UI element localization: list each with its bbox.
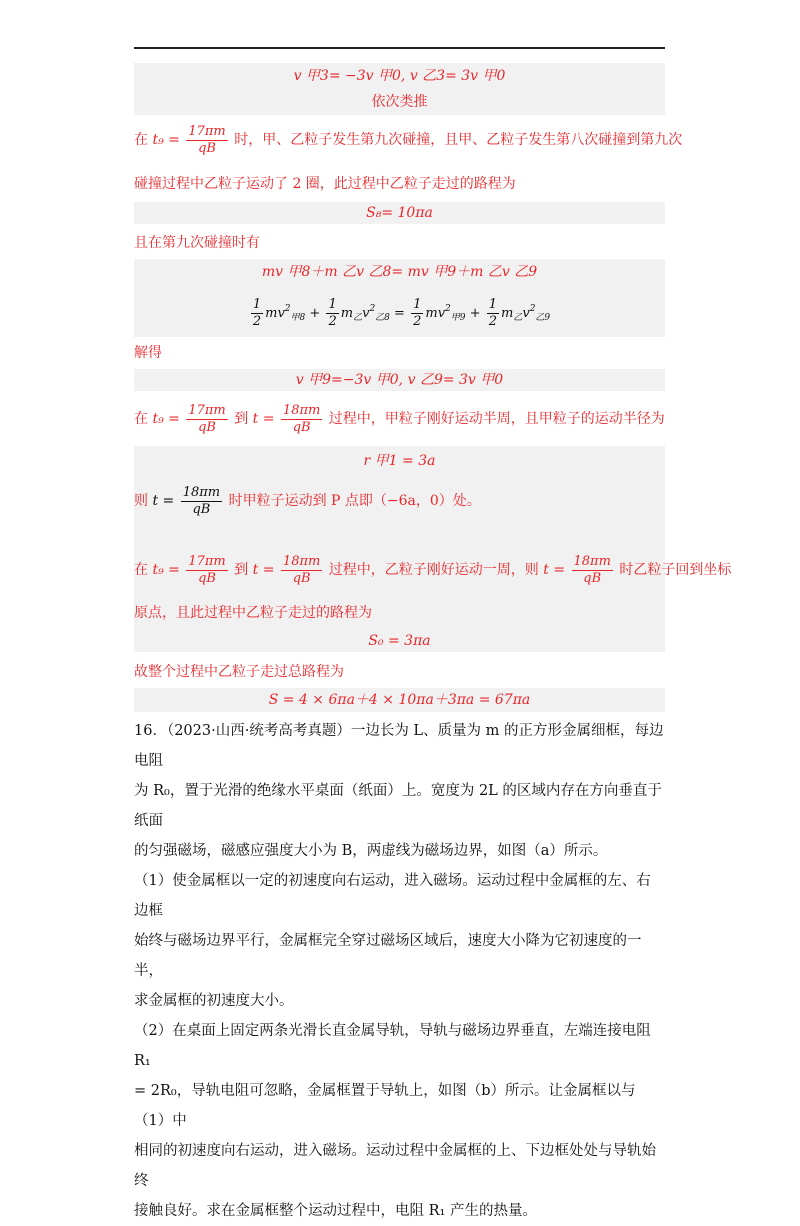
den: 2: [413, 314, 422, 329]
t-symbol: t =: [252, 411, 275, 427]
energy-equation: [134, 290, 665, 337]
problem-line: = 2R₀，导轨电阻可忽略，金属框置于导轨上，如图（b）所示。让金属框以与（1）中: [134, 1083, 636, 1129]
problem-line: 求金属框的初速度大小。: [134, 993, 294, 1009]
sub: 乙: [353, 313, 363, 323]
half: [251, 297, 263, 330]
sub: 乙9: [535, 313, 551, 323]
text: 时甲粒子运动到 P 点即（−6a，0）处。: [228, 493, 481, 509]
total-equation: S = 4 × 6πa＋4 × 10πa＋3πa = 67πa: [268, 692, 531, 708]
den: 2: [328, 314, 337, 329]
text: 在: [134, 132, 148, 148]
half: [487, 297, 499, 330]
problem-line: 16．（2023·山西·统考高考真题）一边长为 L、质量为 m 的正方形金属细框，每边电阻: [134, 723, 664, 769]
text: 则: [134, 493, 148, 509]
sub: 乙8: [375, 313, 390, 323]
problem-line: （2）在桌面上固定两条光滑长直金属导轨，导轨与磁场边界垂直，左端连接电阻 R₁: [134, 1023, 651, 1069]
op: =: [394, 306, 405, 321]
t-symbol: t =: [543, 562, 566, 578]
s0-equation: S₀ = 3πa: [368, 633, 431, 649]
text: 过程中，乙粒子刚好运动一周，则: [328, 562, 539, 578]
sq: 2: [284, 304, 291, 314]
half-turn-line: 在 t₉ = $\frac{17\pi m}{qB}$ 到 t = $\frac{18\pi m}{qB}$ 过程中，甲粒子刚好运动半周，且甲粒子的运动半径为: [134, 402, 665, 435]
text: 时，甲、乙粒子发生第九次碰撞，且甲、乙粒子发生第八次碰撞到第九次: [234, 132, 683, 148]
num: 17πm: [188, 123, 226, 139]
t9-symbol: t₉ =: [152, 562, 180, 578]
t9-symbol: t₉ =: [152, 411, 180, 427]
origin-line: 原点，且此过程中乙粒子走过的路程为: [134, 605, 372, 621]
den: qB: [198, 570, 216, 586]
full-turn-line: 在 t₉ = $\frac{17\pi m}{qB}$ 到 t = $\frac{18\pi m}{qB}$ 过程中，乙粒子刚好运动一周，则 t = $\frac{18\pi m}{qB}$ 时乙粒子回到坐标: [134, 553, 732, 586]
solve-text: 解得: [134, 345, 162, 361]
num: 17πm: [188, 553, 226, 569]
den: qB: [292, 419, 311, 435]
collision-nine-line: [134, 123, 683, 157]
num: 18πm: [573, 553, 611, 569]
term: v: [522, 306, 530, 321]
fraction-17: [186, 554, 227, 587]
sq: 2: [529, 304, 536, 314]
momentum-equation: mv 甲8＋m 乙v 乙8= mv 甲9＋m 乙v 乙9: [261, 264, 538, 280]
fraction-17: [186, 403, 227, 436]
fraction-17: [186, 124, 227, 157]
term: v: [362, 306, 370, 321]
term: mv: [425, 306, 446, 321]
problem-16: [134, 716, 665, 1226]
term: m: [500, 306, 514, 321]
fraction-18: [181, 485, 222, 518]
fraction-18: [281, 403, 322, 436]
ninth-collision-text: 且在第九次碰撞时有: [134, 235, 260, 251]
velocity-line-3: v 甲3= −3v 甲0, v 乙3= 3v 甲0: [293, 68, 506, 84]
sub: 甲8: [290, 313, 306, 323]
den: qB: [292, 570, 311, 586]
t-symbol: t =: [152, 493, 175, 509]
header-rule: [134, 47, 665, 49]
term: m: [340, 306, 354, 321]
t9-symbol: t₉ =: [152, 132, 180, 148]
analogy-text: 依次类推: [371, 94, 428, 110]
text: 时乙粒子回到坐标: [619, 562, 732, 578]
p-point-line: [134, 482, 665, 520]
num: 1: [413, 297, 422, 312]
den: qB: [198, 419, 216, 435]
num: 17πm: [188, 402, 226, 418]
term: mv: [265, 306, 285, 321]
num: 18πm: [282, 402, 321, 418]
den: qB: [192, 501, 211, 517]
problem-line: 相同的初速度向右运动，进入磁场。运动过程中金属框的上、下边框处处与导轨始终: [134, 1143, 656, 1189]
s8-equation: S₈= 10πa: [366, 205, 433, 221]
half: [326, 297, 338, 330]
problem-line: 的匀强磁场，磁感应强度大小为 B，两虚线为磁场边界，如图（a）所示。: [134, 843, 608, 859]
text: 在: [134, 562, 148, 578]
num: 18πm: [182, 484, 221, 500]
sub: 甲9: [450, 313, 466, 323]
problem-line: 接触良好。求在金属框整个运动过程中，电阻 R₁ 产生的热量。: [134, 1203, 537, 1219]
den: qB: [198, 140, 216, 156]
sq: 2: [369, 304, 376, 314]
num: 18πm: [282, 553, 321, 569]
op: +: [469, 306, 481, 321]
problem-line: （1）使金属框以一定的初速度向右运动，进入磁场。运动过程中金属框的左、右边框: [134, 873, 651, 919]
total-path-text: 故整个过程中乙粒子走过总路程为: [134, 664, 344, 680]
path-line: 碰撞过程中乙粒子运动了 2 圈，此过程中乙粒子走过的路程为: [134, 176, 516, 192]
half: [411, 297, 423, 330]
op: +: [309, 306, 321, 321]
problem-line: 始终与磁场边界平行，金属框完全穿过磁场区域后，速度大小降为它初速度的一半，: [134, 933, 642, 979]
den: qB: [583, 570, 602, 586]
fraction-18: [572, 554, 613, 587]
radius-equation: r 甲1 = 3a: [363, 453, 436, 469]
velocity-line-9: v 甲9=−3v 甲0, v 乙9= 3v 甲0: [295, 372, 504, 388]
text: 在: [134, 411, 148, 427]
num: 1: [328, 297, 337, 312]
t-symbol: t =: [252, 562, 275, 578]
num: 1: [252, 297, 262, 312]
sub: 乙: [513, 313, 523, 323]
text: 过程中，甲粒子刚好运动半周，且甲粒子的运动半径为: [328, 411, 665, 427]
den: 2: [488, 314, 497, 329]
sq: 2: [445, 304, 451, 314]
num: 1: [488, 297, 497, 312]
problem-line: 为 R₀，置于光滑的绝缘水平桌面（纸面）上。宽度为 2L 的区域内存在方向垂直于纸面: [134, 783, 662, 829]
den: 2: [252, 314, 262, 329]
fraction-18: [281, 554, 322, 587]
